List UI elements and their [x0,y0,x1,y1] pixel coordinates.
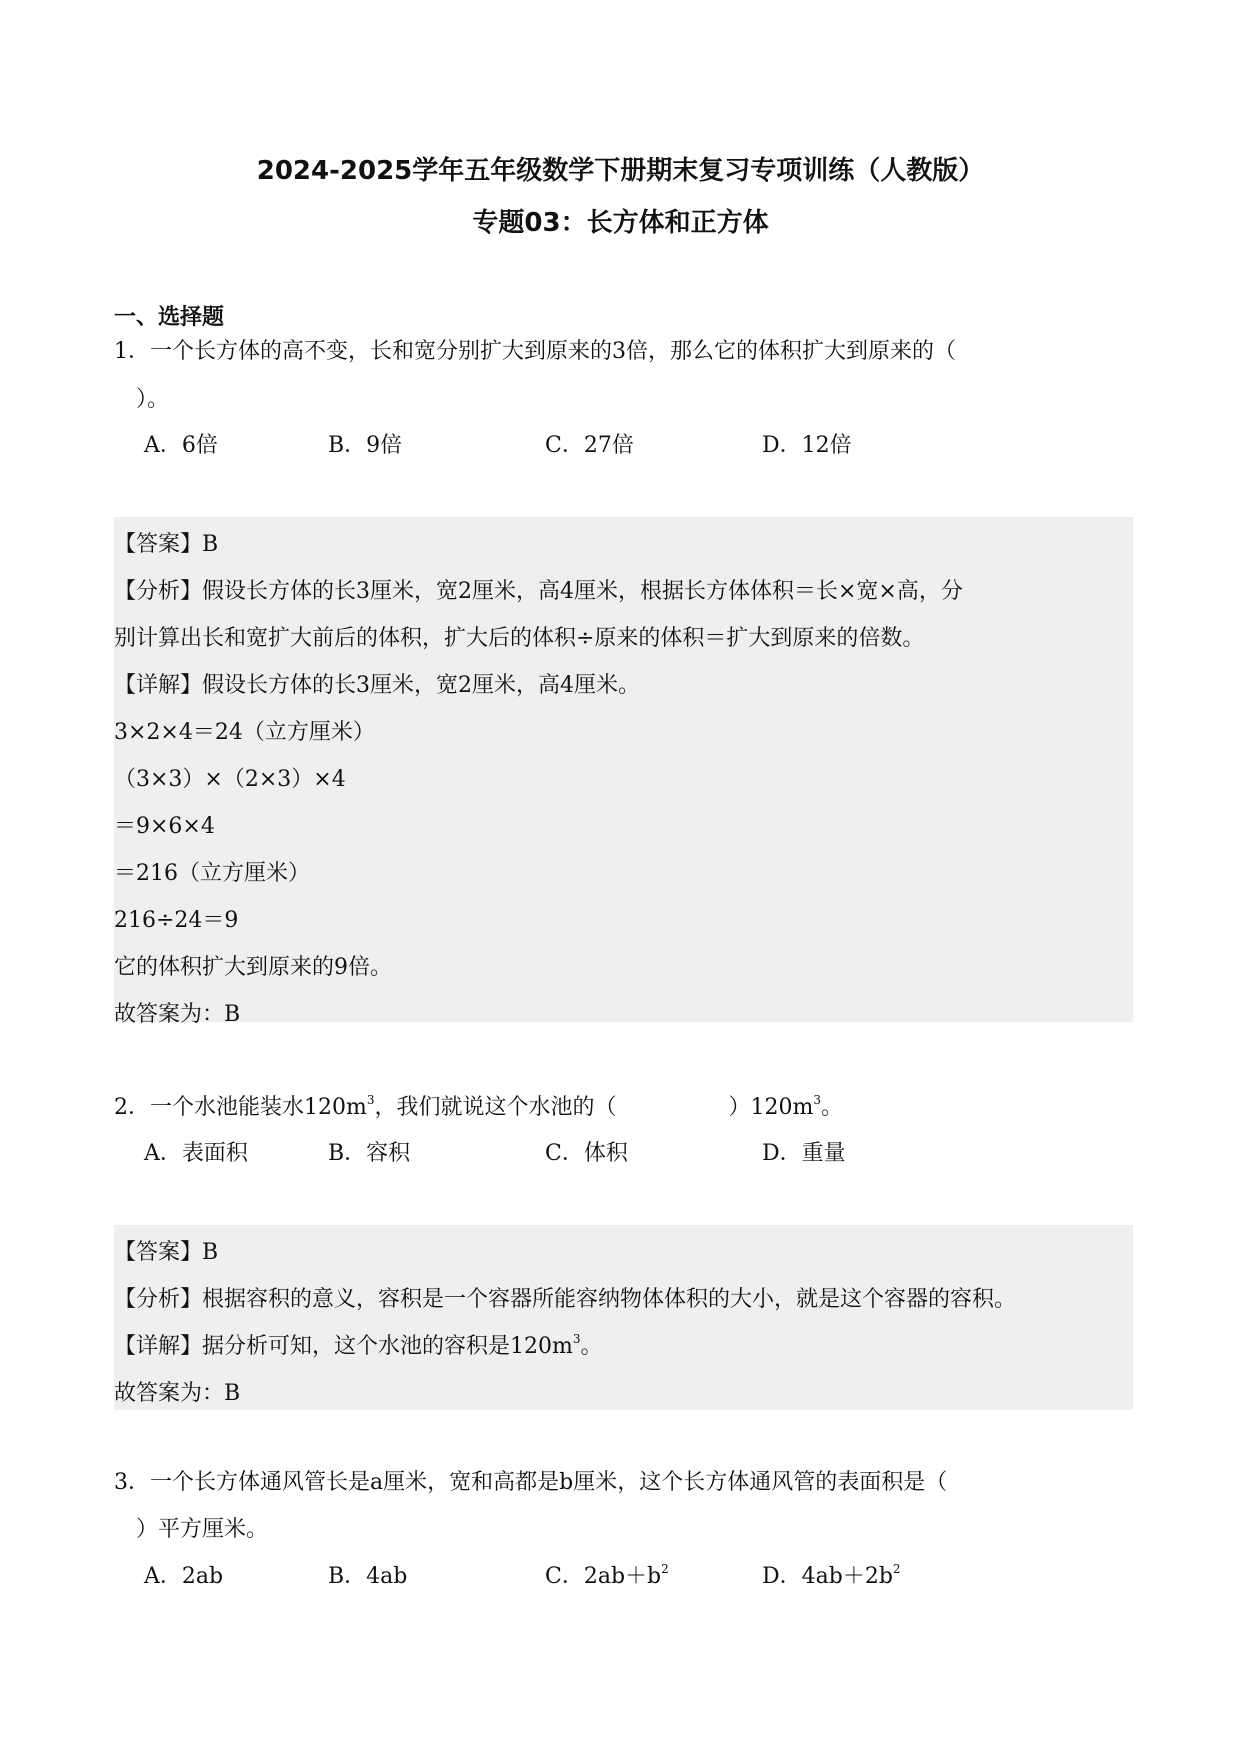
q3-option-d [762,1559,901,1590]
q1-step-2: （3×3）×（2×3）×4 [114,767,346,792]
q1-step-3: ＝9×6×4 [114,814,215,839]
q3-option-d-sup: 2 [892,1562,901,1576]
page-title: 2024-2025学年五年级数学下册期末复习专项训练（人教版） [256,156,985,186]
q2-answer: 【答案】B [114,1240,219,1265]
page-subtitle: 专题03：长方体和正方体 [472,208,769,238]
q2-sup-2: 3 [813,1093,822,1107]
q2-option-d: D．重量 [762,1141,846,1166]
q1-option-b: B．9倍 [328,433,403,458]
q2-text-a: 2．一个水池能装水120m [114,1095,367,1120]
q3-option-c [545,1559,669,1590]
q3-option-d-base: D．4ab＋2b [762,1564,893,1589]
q2-text-b: ，我们就说这个水池的（ [374,1095,617,1120]
q1-analysis-line-2: 别计算出长和宽扩大前后的体积，扩大后的体积÷原来的体积＝扩大到原来的倍数。 [114,626,925,651]
q1-final-answer: 故答案为：B [114,1002,241,1027]
q1-step-1: 3×2×4＝24（立方厘米） [114,720,375,745]
q3-option-c-base: C．2ab＋b [545,1564,662,1589]
q2-final-answer: 故答案为：B [114,1381,241,1406]
q1-conclusion: 它的体积扩大到原来的9倍。 [114,955,392,980]
q2-option-b: B．容积 [328,1141,411,1166]
q2-detail-a: 【详解】据分析可知，这个水池的容积是120m [114,1334,573,1359]
section-heading: 一、选择题 [114,305,225,330]
q2-detail [114,1329,603,1360]
question-1-line-2: ）。 [136,387,170,412]
question-1-line-1: 1．一个长方体的高不变，长和宽分别扩大到原来的3倍，那么它的体积扩大到原来的（ [114,339,956,364]
q1-option-a: A．6倍 [144,433,218,458]
q3-option-c-sup: 2 [661,1562,669,1576]
q2-detail-b: 。 [580,1334,603,1359]
question-2 [114,1090,843,1121]
q2-text-d: 。 [821,1095,844,1120]
q1-detail: 【详解】假设长方体的长3厘米，宽2厘米，高4厘米。 [114,673,640,698]
question-3-line-2: ）平方厘米。 [136,1517,269,1542]
q3-option-b: B．4ab [328,1564,408,1589]
q3-option-a: A．2ab [144,1564,224,1589]
q2-option-a: A．表面积 [144,1141,248,1166]
q2-option-c: C．体积 [545,1141,628,1166]
q2-solution-box [114,1225,1133,1410]
q1-solution-box [114,517,1133,1027]
q1-step-5: 216÷24＝9 [114,908,239,933]
q1-answer: 【答案】B [114,532,219,557]
q1-option-d: D．12倍 [762,433,852,458]
q2-sup: 3 [366,1093,375,1107]
q1-step-4: ＝216（立方厘米） [114,861,310,886]
q1-option-c: C．27倍 [545,433,634,458]
q1-analysis-line-1: 【分析】假设长方体的长3厘米，宽2厘米，高4厘米，根据长方体体积＝长×宽×高，分 [114,579,963,604]
q2-detail-sup: 3 [572,1332,581,1346]
q2-analysis: 【分析】根据容积的意义，容积是一个容器所能容纳物体体积的大小，就是这个容器的容积。 [114,1287,1017,1312]
question-3-line-1: 3．一个长方体通风管长是a厘米，宽和高都是b厘米，这个长方体通风管的表面积是（ [114,1470,948,1495]
q2-text-c: ）120m [728,1095,814,1120]
